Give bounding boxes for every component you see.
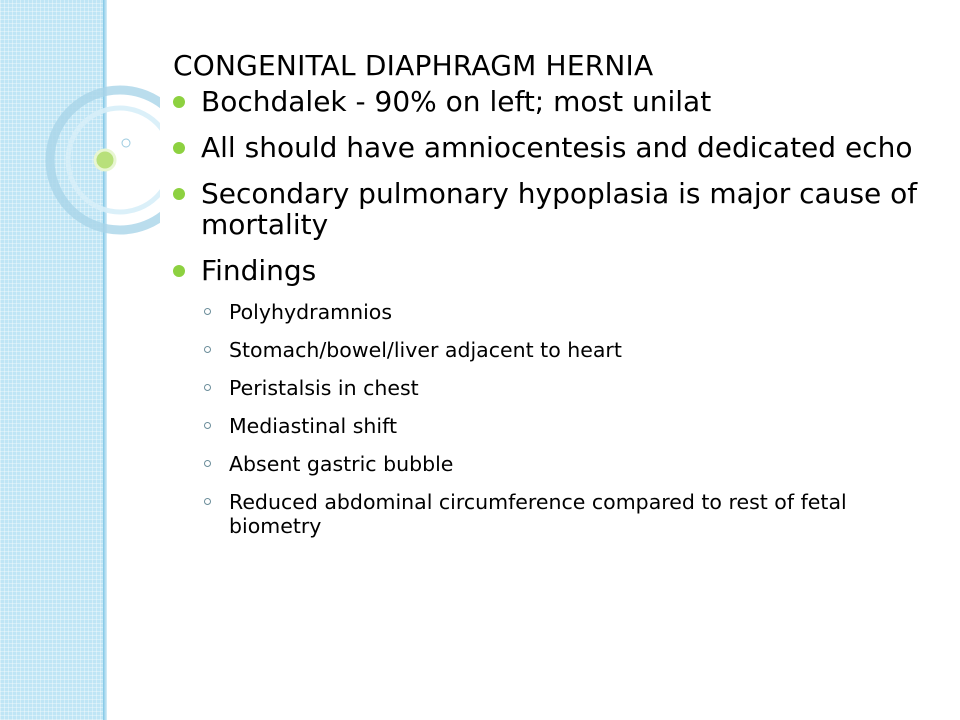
sub-bullet-list bbox=[201, 300, 933, 538]
sub-bullet-text: Reduced abdominal circumference compared to rest of fetal biometry bbox=[229, 490, 847, 538]
sub-bullet-item bbox=[201, 300, 933, 324]
bullet-dot-icon bbox=[173, 265, 185, 277]
bullet-item bbox=[173, 132, 933, 163]
slide-title: CONGENITAL DIAPHRAGM HERNIA bbox=[173, 49, 654, 82]
ring-bullet-icon bbox=[204, 498, 211, 505]
ring-bullet-icon bbox=[204, 308, 211, 315]
bullet-item bbox=[173, 255, 933, 538]
sub-bullet-text: Stomach/bowel/liver adjacent to heart bbox=[229, 338, 622, 362]
bullet-text: Findings bbox=[201, 254, 317, 287]
sub-bullet-item bbox=[201, 490, 933, 538]
sub-bullet-text: Mediastinal shift bbox=[229, 414, 398, 438]
bullet-text: Secondary pulmonary hypoplasia is major cause of mortality bbox=[201, 177, 918, 241]
bullet-dot-icon bbox=[173, 142, 185, 154]
bullet-dot-icon bbox=[173, 96, 185, 108]
sub-bullet-item bbox=[201, 376, 933, 400]
sub-bullet-item bbox=[201, 452, 933, 476]
bullet-text: Bochdalek - 90% on left; most unilat bbox=[201, 85, 712, 118]
sub-bullet-item bbox=[201, 414, 933, 438]
bullet-item bbox=[173, 86, 933, 117]
sub-bullet-text: Peristalsis in chest bbox=[229, 376, 419, 400]
sub-bullet-text: Polyhydramnios bbox=[229, 300, 393, 324]
ring-bullet-icon bbox=[204, 460, 211, 467]
bullet-item bbox=[173, 178, 933, 240]
bullet-text: All should have amniocentesis and dedicated echo bbox=[201, 131, 913, 164]
ring-bullet-icon bbox=[204, 422, 211, 429]
ring-bullet-icon bbox=[204, 346, 211, 353]
ring-bullet-icon bbox=[204, 384, 211, 391]
slide-content bbox=[173, 48, 933, 553]
sub-bullet-text: Absent gastric bubble bbox=[229, 452, 454, 476]
bullet-dot-icon bbox=[173, 188, 185, 200]
bullet-list bbox=[173, 86, 933, 538]
decorative-circles bbox=[0, 0, 160, 260]
sub-bullet-item bbox=[201, 338, 933, 362]
